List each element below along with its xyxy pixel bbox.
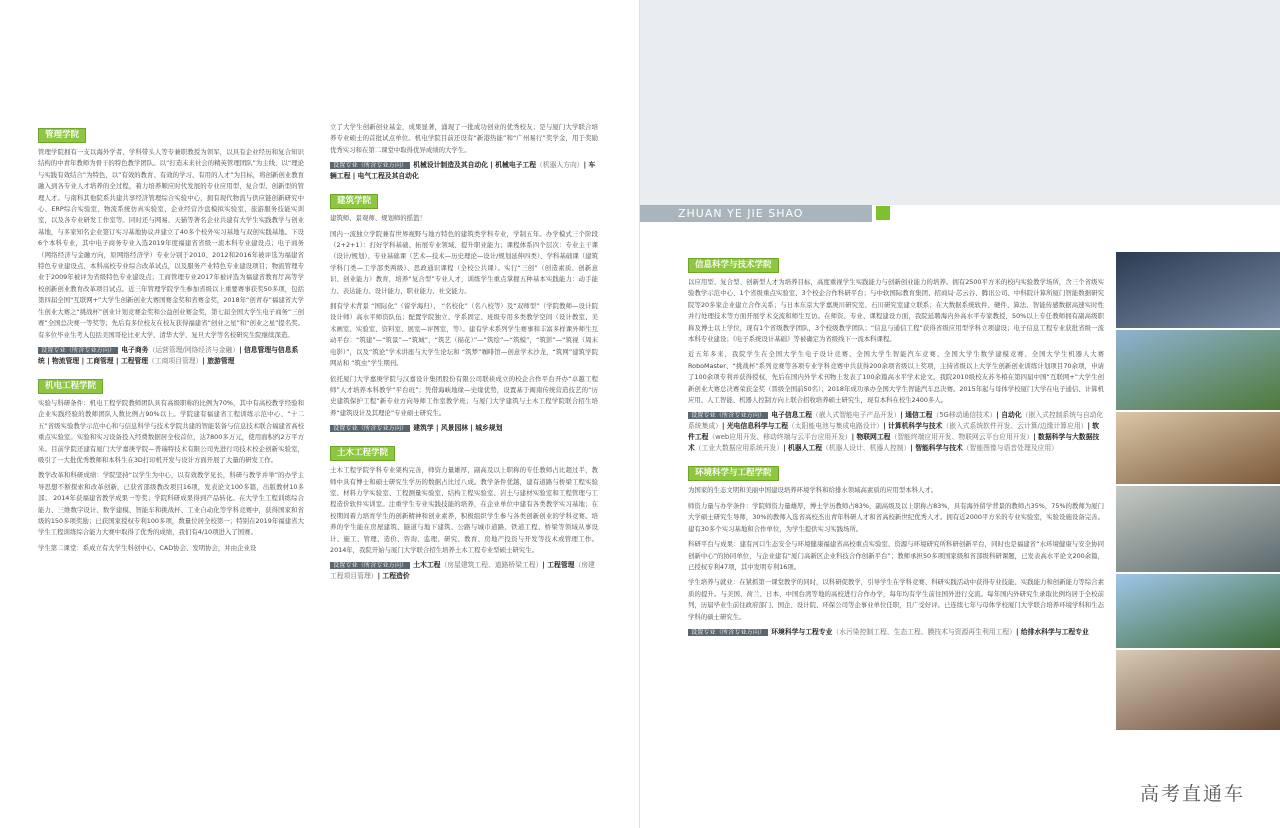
major: | 计算机科学与技术	[883, 422, 943, 431]
major-direction: （运营管理/网络经济与金融）	[148, 345, 240, 354]
majors-list	[330, 560, 598, 582]
major-direction: （房建工程项目管理）	[330, 561, 595, 581]
major-direction: （嵌入式智能电子产品开发）	[812, 411, 901, 420]
majors-label: 设置专业（所含专业方向）	[38, 347, 118, 354]
major: | 旅游管理	[202, 356, 235, 365]
section-title: 信息科学与技术学院	[688, 258, 779, 273]
major-direction: （机器人方向）	[536, 161, 584, 170]
paragraph: 实验与科研条件：机电工程学院教师团队具有高级职称的比例为70%，其中有高校教学经验和企业实践经验的教师团队人数比例占90%以上。学院建有福建省工程训练示范中心、“十二五”省级实验教学示范中心和与信息科学与技术学院共建的智能装备与信息技术联合福建省高校重点实验室。实验和实习设备投入经费数据居全校首位，达7800多万元，使用面积约2万平方米。目前学院还建有厦门大学嘉庚学院—普瑞特技术有限公司先进行司技术校企创新实验室，吸引了一大批优秀教师和本科生在3D打印机开发与设计方面开展了大量的研发工作。	[38, 398, 304, 464]
paragraph: 土木工程学院学科专业架构完善，师资力量雄厚，副高及以上职称的专任教师占比超过半，教师中具有博士和硕士研究生学历的数据占比过八成。教学条件优越，建有道路与桥梁工程实验室、材料力学实验室、工程测量实验室、结构工程实验室、岩土与建材实验室和工程管理与工程造价软件实训室。注重学生专业实践技能的培养，在企业单位中建有各类教学实习基地；在校期间着力培育学生的创新精神和创业素养，积极组织学生参与各类创新创业的学科竞赛。培养的学生能在房屋建筑、隧道与地下建筑、公路与城市道路、铁道工程、桥梁等领域从事设计、施工、管理、造价、咨询、监理、研究、教育、房地产投资与开发等技术或管理工作。2014年，我院开始与厦门大学联合招生培养土木工程专业型硕士研究生。	[330, 466, 598, 554]
major: 土木工程	[413, 561, 441, 570]
major: | 机器人工程	[783, 444, 822, 453]
paragraph: 拥有学术背景 “国际化”（留学海归）、 “名校化”（名八校等）及“双师型”（学院教师—设计院设计师）高水平师资队伍；配置学院独立、学系固定、班级专用多类教学空间（设计教室、美术画室、实验室、资料室、展室—评图室，等）。建有学术系列学生赛事和丰富多样课外师生互动平台：“筑建”—“筑景”—“筑城”，“筑艺（描花）”—“筑绘”—“筑模”，“筑影”—“筑视（周末电影）”，以及“筑论”学术讲座与大学生论坛和 “筑梦”咖啡馆—创意学术沙龙，“筑网”建筑学院网站和 “筑虫”学生期刊。	[330, 302, 598, 368]
major: | 智能科学与技术	[910, 444, 963, 453]
tv-studio-photo	[1116, 252, 1280, 330]
top-banner	[640, 0, 1280, 205]
majors-list	[38, 345, 304, 367]
section-title: 环境科学与工程学院	[688, 466, 779, 481]
major-direction: （5G移动通信技术）	[932, 411, 997, 420]
section-title: 建筑学院	[330, 194, 378, 209]
majors-label: 设置专业（所含专业方向）	[330, 562, 410, 569]
major: | 通信工程	[900, 411, 933, 420]
seminar-photo	[1116, 650, 1280, 732]
major: | 车辆工程 | 电气工程及其自动化	[330, 161, 596, 181]
section-banner	[640, 205, 872, 222]
major: | 信息管理与信息系统 | 物流管理 | 工商管理 | 工程管理	[38, 345, 299, 365]
major: | 给排水科学与工程专业	[1015, 627, 1089, 636]
majors-list	[688, 410, 1104, 454]
major-direction: （水污染控制工程、生态工程、膜技术与资源再生利用工程）	[832, 627, 1016, 636]
major-direction: （工业大数据应用系统开发）	[694, 444, 784, 453]
column-2	[330, 122, 598, 822]
majors-label: 设置专业（所含专业方向）	[330, 162, 410, 169]
major: | 工程造价	[377, 572, 410, 581]
major: | 软件工程	[688, 422, 1100, 442]
major-direction: （嵌入式控制系统与自动化系统集成）	[688, 411, 1104, 431]
major: 电子信息工程	[771, 411, 813, 420]
majors-label: 设置专业（所含专业方向）	[688, 412, 768, 419]
classroom-photo	[1116, 412, 1280, 486]
major: 电子商务	[121, 345, 149, 354]
watermark: 高考直通车	[1140, 783, 1246, 805]
major-direction: （智能图像与语音处理及应用）	[962, 444, 1058, 453]
paragraph: 科研平台与成果：建有河口生态安全与环境健康福建省高校重点实验室、资源与环境研究所科研创新平台，同时也是福建省“水环境健康与安全协同创新中心”的协同单位，与企业建有“厦门高新区企业科技合作创新平台”；教师承担50多项国家级和省部级科研课题，已发表高水平论文200余篇，已授权专利47项，其中发明专利16项。	[688, 540, 1104, 571]
paragraph: 学生第二课堂：系成立有大学生科创中心、CAD协会、发明协会，并由企业设	[38, 543, 257, 552]
section-title: 土木工程学院	[330, 446, 395, 461]
paragraph: 学生培养与就业：在紧抓第一课堂教学的同时，以科研促教学，引导学生在学科竞赛、科研实践活动中获得专业技能、实践能力和创新能力等综合素质的提升。与美国、荷兰、日本、中国台湾等地的高校进行合作办学，每年均有学生前往国外进行交流。每年国内外研究生录取比例均居于全校前列，历届毕业生前往政府部门、国企、设计院、环保公司等企事业单位任职，且广受好评。已连续七年与母体学校厦门大学联合培养环境学科和生态学科的硕士研究生。	[688, 578, 1104, 621]
majors-list	[330, 423, 598, 434]
majors-label: 设置专业（所含专业方向）	[330, 425, 410, 432]
major-direction: （智能终端应用开发、物联网云平台应用开发）	[890, 433, 1034, 442]
section-title: 机电工程学院	[38, 379, 103, 394]
paragraph: 教学改革和科研成绩：学院坚持“以学生为中心，以有效教学见长，科研与教学并举”的办学主导思想不断探索和改革创新，已获省部级教改项目16项，发表论文100多篇，出版教材10多部； 2014年获福建省教学成果一等奖；学院科研成果得到产品转化。在大学生工程训练综合能力、三维数字设计、数学建模、智能车和挑战杯、工业自动化等学科竞赛中，获得国家和省级的150多项奖励；已获国家授权专利100多项，数量位居全校第一；特别在2019年福建省大学生工程训练综合能力大赛中取得了优秀的成绩，我们有4/10项进入了国赛。	[38, 471, 304, 537]
majors-list	[688, 627, 1104, 638]
major: 建筑学 | 风景园林 | 城乡规划	[413, 424, 503, 433]
majors-label: 设置专业（所含专业方向）	[688, 629, 768, 636]
major: | 工程管理	[542, 561, 575, 570]
major-direction: （工商项目管理）	[148, 356, 203, 365]
field-activity-photo	[1116, 330, 1280, 412]
paragraph: 为国家的生态文明和美丽中国建设培养环境学科和给排水领域高素质的应用型本科人才。	[688, 486, 938, 495]
wetland-photo	[1116, 574, 1280, 650]
paragraph: 近五年多来，我院学生在全国大学生电子设计竞赛、全国大学生智能汽车竞赛、全国大学生数学建模竞赛、全国大学生机器人大赛RoboMaster、“挑战杯”系列竞赛等各项专业学科竞赛中共获得200余项省级以上奖项，主持省级以上大学生创新创业训练计划项目70余项，申请了100余项专利并获得授权，先后在国内外学术刊物上发表了100余篇高水平学术论文。我院2010级校友苏冬椿在第四届中国“互联网+”大学生创新创业大赛总决赛荣获金奖（晋级全国前50名）；2018年成功承办全国大学生智能汽车总决赛。2015年起与母体学校厦门大学在电子通信、计算机应用、人工智能、机器人控制方向上联合招收培养硕士研究生，现有本科在校生2400多人。	[688, 350, 1104, 405]
paragraph: 以应用型、复合型、创新型人才为培养目标，高度重视学生实践能力与创新创业能力的培养。拥有2500平方米的校内实验教学场所，含三个省级实验教学示范中心、1个省级重点实验室、3个校企合作科研平台；与中软国际教育集团、招商局·芯云谷、腾讯公司、中科院计算所厦门智能数据研究院等20多家企业建立合作关系；与日本东京大学嘉庚川研究室、石川研究室建立联系；在大数据系统软件、硬件、算法、智能传感数据高速实时性并行处理技术等方面开展学术交流和师生互访。在师资、专业、课程建设方面，我院延聘海内外高水平专家教授，50%以上专任教师拥有副高级职称及博士以上学位，现有1个省级教学团队，3个校级教学团队；“信息与通信工程”获得省级应用型学科立项建设；电子信息工程专业获批省级一流本科专业建设；《电子系统设计基础》等被确定为省级线下一流本科课程。	[688, 278, 1104, 344]
section-subtitle: 建筑师、景观师、规划师的摇篮！	[330, 214, 426, 223]
major-direction: （机器人设计、机器人控制）	[822, 444, 911, 453]
paragraph: 依托厦门大学嘉庚学院与汉嘉设计集团股份有限公司联袂成立的校企合作平台开办“卓越工程师”人才培养本科教学“平台班”；凭借海峡地缘—史缘优势，设置基于闽南传统营造技艺的“历史建筑保护工程”新专业方向导师工作室教学班；与厦门大学建筑与土木工程学院联合招生培养“建筑设计及其理论”专业硕士研究生。	[330, 374, 598, 417]
paragraph: 师资力量与办学条件：学院师资力量雄厚，博士学历教师占83%，副高级及以上职称占83%，具有海外留学背景的教师占35%，75%的教师为厦门大学硕士研究生导师，30%的教师入选省高校杰出青年科研人才和省高校新世纪优秀人才。拥有近2000平方米的专业实验室，实验设施设备完善。建有30多个实习基地和合作单位，为学生提供实习实践场所。	[688, 501, 1104, 533]
column-3	[688, 252, 1104, 822]
major-direction: （房屋建筑工程、道路桥梁工程）	[440, 561, 543, 570]
major: 环境科学与工程专业	[771, 627, 833, 636]
banner-square	[876, 206, 890, 220]
major: | 光电信息科学与工程	[721, 422, 789, 431]
major-direction: （嵌入式系统软件开发、云计算/边缘计算应用）	[942, 422, 1088, 431]
lab-photo	[1116, 486, 1280, 574]
paragraph: 立了大学生创新创业基金，成果显著，涌现了一批成功创业的优秀校友；是与厦门大学联合培养专业硕士的首批试点单位。机电学院目前还设有“新港热能”和“广州易行”奖学金，用于奖励优秀实习和在第二课堂中取得优异成绩的大学生。	[330, 123, 598, 154]
major: | 自动化	[996, 411, 1022, 420]
major-direction: （web应用开发、移动终端与云平台应用开发）	[708, 433, 852, 442]
major: 机械设计制造及其自动化 | 机械电子工程	[413, 161, 537, 170]
paragraph: 国内一流独立学院兼有世界视野与地方特色的建筑类学科专业，学制五年。办学模式三个阶段（2+2+1）：打好学科基础、拓展专业领域、提升职业能力；课程体系四个层次：专业主干课（设计/规划）、专业基础课（艺术—技术—历史理论—设计/规划延伸四类）、学科基础课（建筑学科门类—工学部类两级）、思政通识课程（全校公共课）。实行“三创”（创造素质、创新意识、创业能力）教育，培养“复合型”专业人才，训练学生重点掌握五种基本实践能力：动手能力、表达能力、设计能力、职业能力、社交能力。	[330, 229, 598, 295]
column-1	[38, 122, 304, 822]
major: | 物联网工程	[851, 433, 891, 442]
major-direction: （太阳能电池与集成电路设计）	[788, 422, 884, 431]
section-title: 管理学院	[38, 128, 86, 143]
majors-list	[330, 160, 598, 182]
paragraph: 管理学院拥有一支以海外学者、学科带头人等专兼职教授为领军，以具有企业经历和复合知识结构的中青年教师为骨干的特色教学团队。以“打造未来社会的精英管理团队”为主线，以“理论与实践有效结合”为特色，以“有效的教育、有效的学习、有用的人才”为目标，将创新创业教育融入到各专业人才培养的全过程，着力培养顺应时代发展的专业应用型、复合型、创新型的管理人才。与南科其他院系共建共享经济管理综合实验中心，拥有现代物流与供应链创新研究中心、ERP综合实验室、物流系统仿真实验室、企业经营沙盘模拟实验室、旅游服务技能实训室，以及各专业研发工作室等。同时还与网易、天猫等著名企业共建有大学生实践教学与创业基地，与多家知名企业签订实习基地协议并建立了40多个校外实习基地与双创实践基地。下设6个本科专业，其中电子商务专业入选2019年度福建省省级一流本科专业建设点；电子商务（网络经济与金融方向，原网络经济学）专业分别于2010、2012和2016年被评选为福建省特色专业建设点、本科高校专业综合改革试点，以及服务产业特色专业建设项目；物流管理专业于2009年被评为省级特色专业建设点；工商管理专业2017年被评选为福建省教育厅高等学校创新创业教育改革项目试点。近三年管理学院学生参加省级以上重要赛事获奖50多项，包括第四届全国“互联网+”大学生创新创业大赛国赛金奖和省赛金奖，2018年“创青春”福建省大学生创业大赛之“挑战杯”创业计划竞赛金奖和公益创业赛金奖，第七届全国大学生电子商务“三创赛”全国总决赛一等奖等；先后有多位校友在校友获得福建省“创业之星”和“创业之星”提名奖。有多位毕业生考入包括美国哥伦比亚大学、清华大学、复旦大学等名校研究生院继续深造。	[38, 148, 304, 339]
major: | 数据科学与大数据技术	[688, 433, 1100, 453]
page-fold	[639, 0, 640, 828]
banner-label: ZHUAN YE JIE SHAO	[678, 207, 804, 220]
